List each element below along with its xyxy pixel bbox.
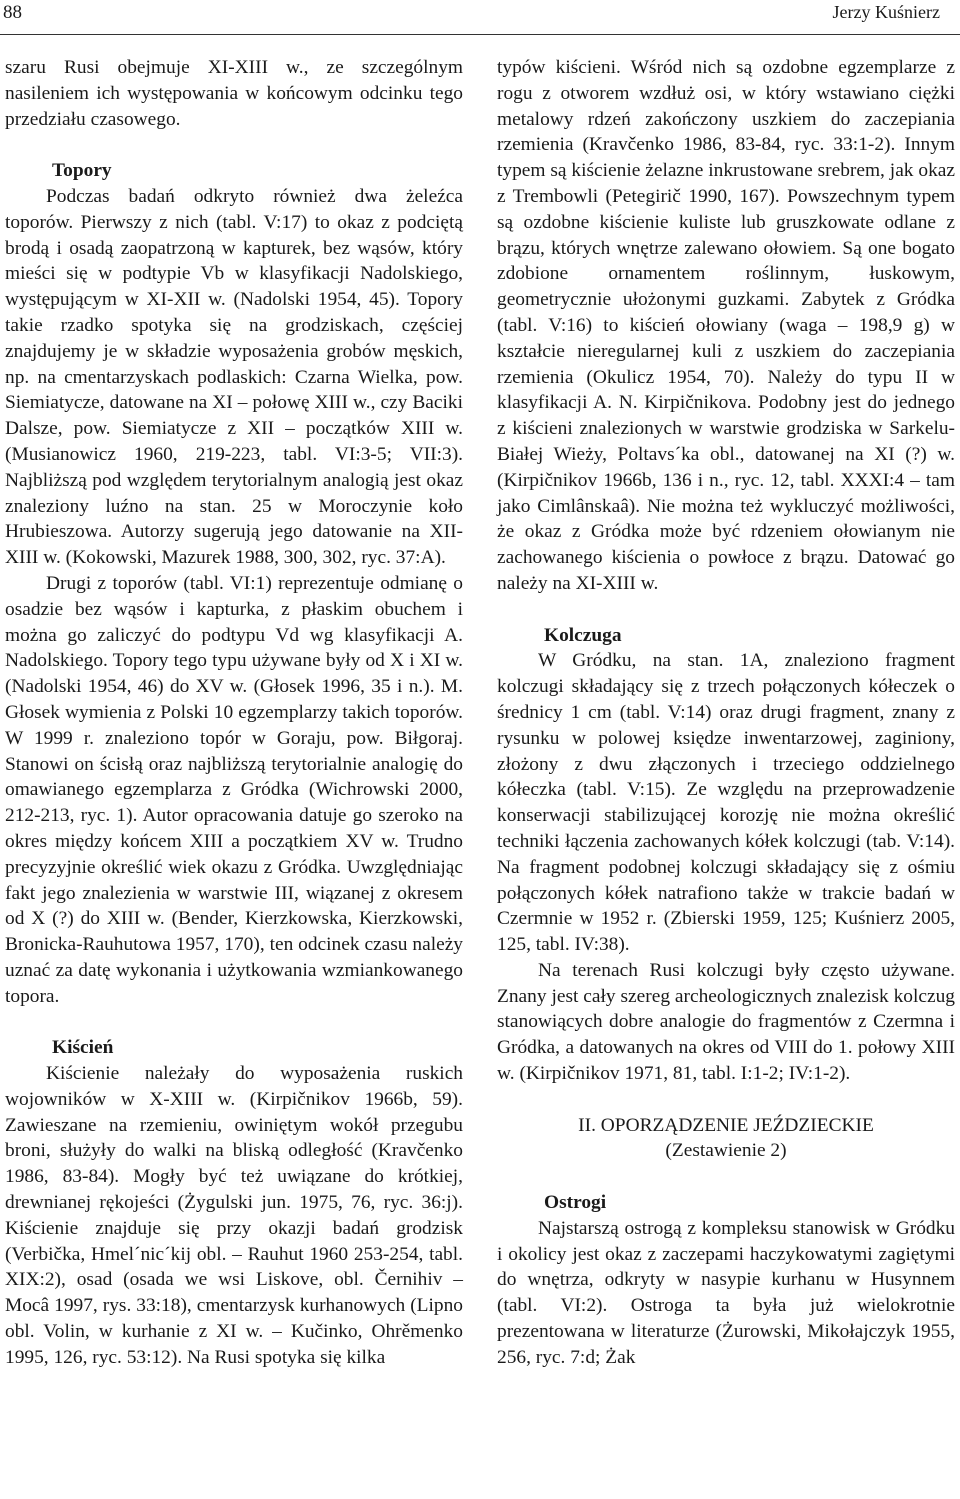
paragraph: Drugi z toporów (tabl. VI:1) reprezentuje odmianę o osadzie bez wąsów i kapturka, z płaskim obuchem i można go zaliczyć do podtypu Vd wg klasyfikacji A. Nadolskiego. Topory tego typu używane były od X i XI w. (Nadolski 1954, 46) do XV w. (Głosek 1996, 35 i n.). M. Głosek wymienia z Polski 10 egzemplarzy takich toporów. W 1999 r. znaleziono topór w Goraju, pow. Biłgoraj. Stanowi on ścisłą oraz najbliższą terytorialnie analogię do omawianego egzemplarza z Gródka (Wichrowski 2000, 212-213, ryc. 1). Autor opracowania datuje go szeroko na okres między końcem XIII a początkiem XV w. Trudno precyzyjnie określić wiek okazu z Gródka. Uwzględniając fakt jego znalezienia w warstwie III, wiązanej z okresem od X (?) do XIII w. (Bender, Kierzkowska, Kierzkowski, Bronicka-Rauhutowa 1957, 170), ten odcinek czasu należy uznać za datę wykonania i użytkowania wzmiankowanego topora. — [5, 572, 463, 1007]
paragraph: szaru Rusi obejmuje XI-XIII w., ze szczególnym nasileniem ich występowania w końcowym odcinku tego przedziału czasowego. — [5, 57, 463, 130]
paragraph: typów kiścieni. Wśród nich są ozdobne egzemplarze z rogu z otworem wzdłuż osi, w który wstawiano ciężki metalowy rdzeń zakończony uszkiem do zaczepiania rzemienia (Kravčenko 1986, 83-84, ryc. 33:1-2). Innym typem są kiścienie żelazne inkrustowane srebrem, jak okaz z Trembowli (Petegirič 1990, 167). Powszechnym typem są ozdobne kiścienie kuliste lub gruszkowate odlane z brązu, których wnętrze zalewano ołowiem. Są one bogato zdobione ornamentem roślinnym, łuskowym, geometrycznie ułożonymi guzkami. Zabytek z Gródka (tabl. V:16) to kiścień ołowiany (waga – 198,9 g) w kształcie nieregularnej kuli z uszkiem do zaczepiania rzemienia (Okulicz 1954, 70). Należy do typu II w klasyfikacji A. N. Kirpičnikova. Podobny jest do jednego z kiścieni znalezionych w warstwie grodziska w Sarkelu-Białej Wieży, Poltavs´ka obl., datowanej na XI (?) w. (Kirpičnikov 1966b, 136 i n., ryc. 12, tabl. XXXI:4 – tam jako Cimlânskaâ). Nie można też wykluczyć możliwości, że okaz z Gródka może być rdzeniem ołowianym nie zachowanego kiścienia o powłoce z brązu. Datować go należy na XI-XIII w. — [497, 57, 955, 594]
paragraph: Podczas badań odkryto również dwa żeleźca toporów. Pierwszy z nich (tabl. V:17) to okaz z podciętą brodą i osadą zaopatrzoną w kapturek, bez wąsów, który mieści się w podtypie Vb w klasyfikacji Nadolskiego, występującym w XI-XII w. (Nadolski 1954, 45). Topory takie rzadko spotyka się na grodziskach, częściej znajdujemy je w składzie wyposażenia grobów męskich, np. na cmentarzyskach podlaskich: Czarna Wielka, pow. Siemiatycze, datowane na XI – połowę XIII w., czy Baciki Dalsze, pow. Siemiatycze z XII – początków XIII w. (Musianowicz 1960, 219-223, tabl. VI:3-5; VII:3). Najbliższą pod względem terytorialnym analogią jest okaz znaleziony luźno na stan. 25 w Moroczynie koło Hrubieszowa. Autorzy sugerują jego datowanie na XII-XIII w. (Kokowski, Mazurek 1988, 300, 302, ryc. 37:A). — [5, 185, 463, 569]
spacer — [5, 1009, 463, 1035]
paragraph: Najstarszą ostrogą z kompleksu stanowisk w Gródku i okolicy jest okaz z zaczepami haczykowatymi zagiętymi do wnętrza, odkryty w nasypie kurhanu w Husynnem (tabl. VI:2). Ostroga ta była już wielokrotnie prezentowana w literaturze (Żurowski, Mikołajczyk 1955, 256, ryc. 7:d; Żak — [497, 1217, 955, 1368]
running-head-author: Jerzy Kuśnierz — [832, 2, 940, 22]
spacer — [497, 597, 955, 623]
section-heading-topory: Topory — [52, 160, 112, 182]
left-column — [5, 55, 463, 1371]
page-header — [0, 0, 960, 35]
section-heading-ostrogi: Ostrogi — [544, 1192, 607, 1214]
spacer — [497, 1164, 955, 1190]
right-column — [497, 55, 955, 1371]
paragraph: Na terenach Rusi kolczugi były często używane. Znany jest cały szereg archeologicznych znalezisk kolczug stanowiących dobre analogie do fragmentów z Czermna i Gródka, a datowanych na okres od VIII do 1. połowy XIII w. (Kirpičnikov 1971, 81, tabl. I:1-2; IV:1-2). — [497, 959, 955, 1085]
page-number: 88 — [3, 2, 22, 23]
paragraph: W Gródku, na stan. 1A, znaleziono fragment kolczugi składający się z trzech połączonych kółeczek o średnicy 1 cm (tabl. V:14) oraz drugi fragment, znany z rysunku w polowej księdze inwentarzowej, zaginiony, złożony z dwu złączonych i trzeciego oddzielnego kółeczka (tabl. V:15). Ze względu na przeprowadzenie konserwacji stabilizującej korozję nie można określić techniki łączenia zachowanych kółek kolczugi (tab. V:14). Na fragment podobnej kolczugi składający się z ośmiu połączonych kółek natrafiono także w trakcie badań w Czermnie w 1952 r. (Zbierski 1959, 125; Kuśnierz 2005, 125, tabl. IV:38). — [497, 650, 955, 956]
section-heading-kolczuga: Kolczuga — [544, 624, 622, 646]
section-heading-kiscien: Kiścień — [52, 1037, 114, 1059]
chapter-subheading: (Zestawienie 2) — [665, 1140, 787, 1162]
spacer — [5, 132, 463, 158]
spacer — [497, 1087, 955, 1113]
chapter-heading: II. OPORZĄDZENIE JEŹDZIECKIE — [578, 1114, 874, 1136]
paragraph: Kiścienie należały do wyposażenia ruskich wojowników w X-XIII w. (Kirpičnikov 1966b, 59). Zawieszane na rzemieniu, owiniętym wokół przegubu broni, służyły do walki na bliską odległość (Kravčenko 1986, 83-84). Mogły być też uwiązane do krótkiej, drewnianej rękojeści (Żygulski jun. 1975, 76, ryc. 36:j). Kiścienie znajduje się przy okazji badań grodzisk (Verbička, Hmel´nic´kij obl. – Rauhut 1960 253-254, tabl. XIX:2), osad (osada we wsi Liskove, obl. Černihiv – Mocâ 1997, rys. 33:18), cmentarzysk kurhanowych (Lipno obl. Volin, w kurhanie z XI w. – Kučinko, Ohrěmenko 1995, 126, ryc. 53:12). Na Rusi spotyka się kilka — [5, 1063, 463, 1368]
